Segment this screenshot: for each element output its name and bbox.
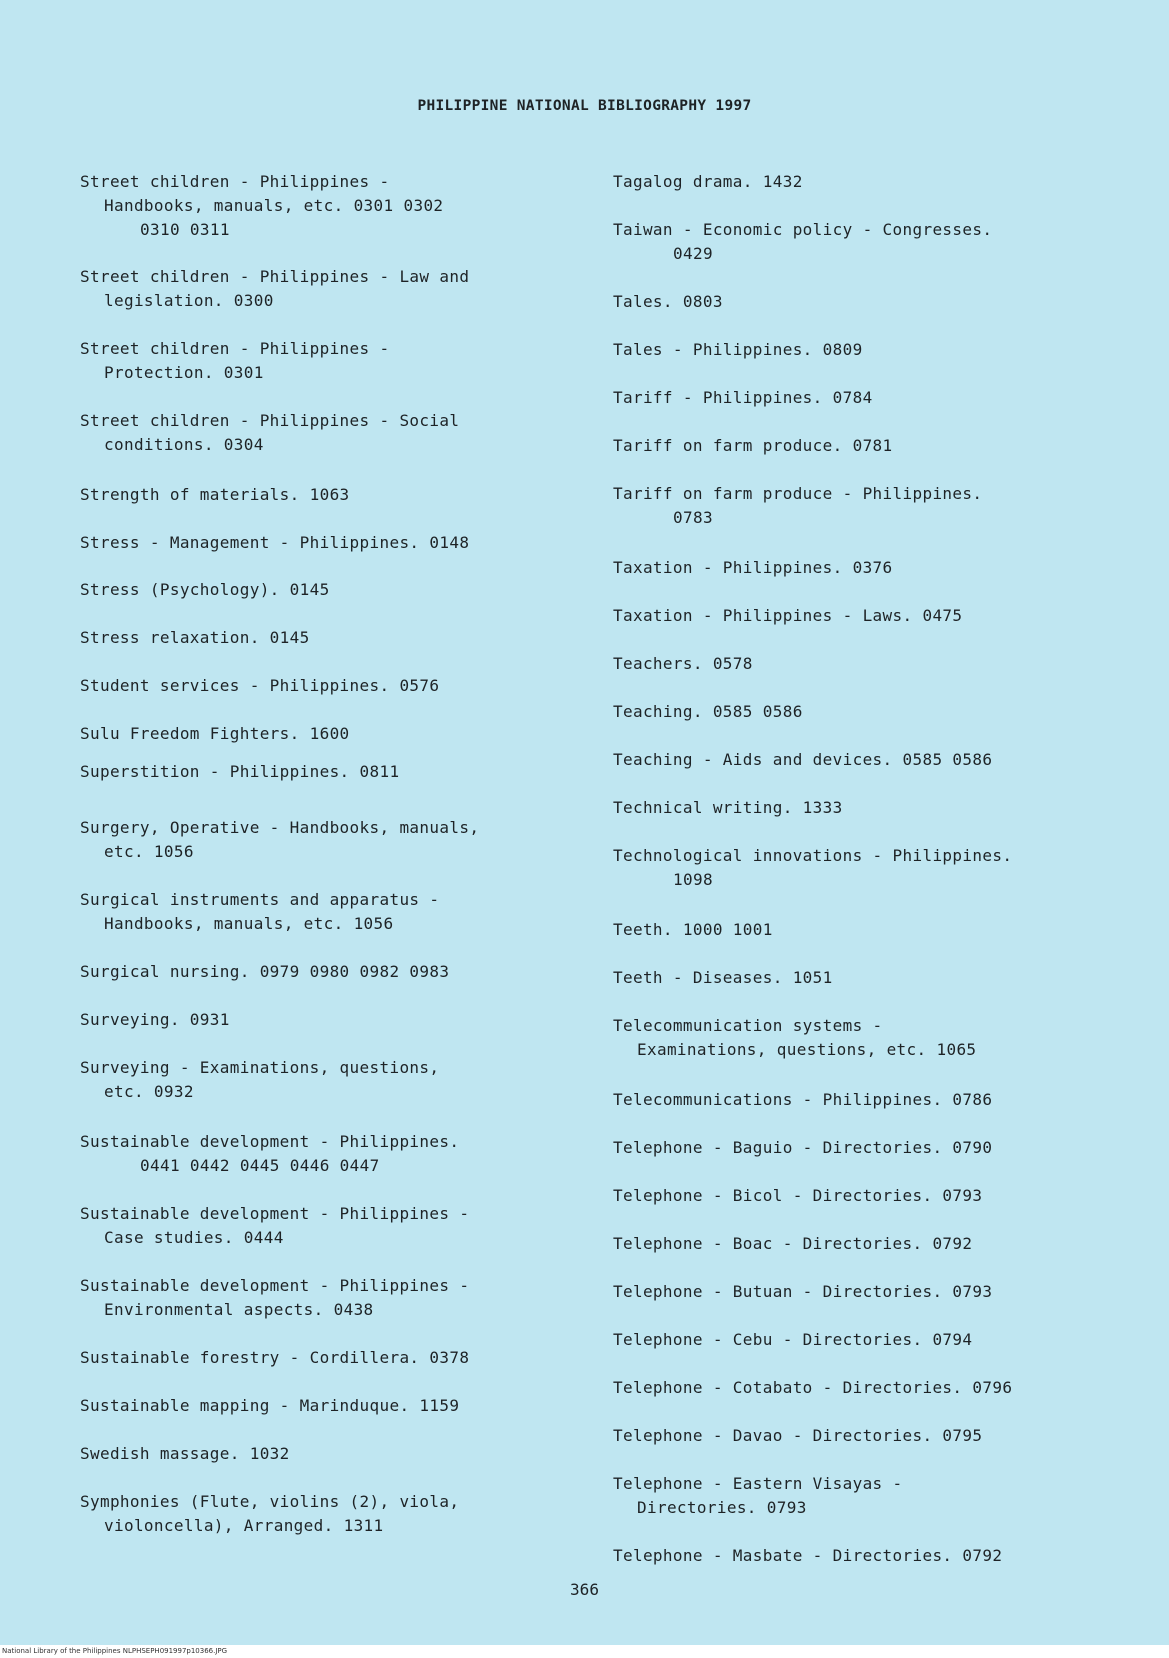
index-entry bbox=[613, 1376, 1012, 1400]
page-header: PHILIPPINE NATIONAL BIBLIOGRAPHY 1997 bbox=[417, 98, 752, 114]
index-entry bbox=[613, 604, 962, 628]
index-entry bbox=[613, 338, 863, 362]
index-entry bbox=[613, 482, 982, 530]
index-entry bbox=[80, 1394, 459, 1418]
index-entry bbox=[80, 1346, 469, 1370]
entry-line1: Taiwan - Economic policy - Congresses. bbox=[613, 220, 993, 239]
index-entry bbox=[613, 386, 873, 410]
index-entry bbox=[613, 700, 803, 724]
index-entry bbox=[613, 434, 893, 458]
index-entry bbox=[80, 409, 459, 457]
entry-line1: Street children - Philippines - Social bbox=[80, 411, 460, 430]
index-entry bbox=[613, 844, 1012, 892]
entry-line1: Teaching - Aids and devices. 0585 0586 bbox=[613, 750, 993, 769]
entry-line1: Telephone - Eastern Visayas - bbox=[613, 1474, 903, 1493]
index-entry bbox=[80, 760, 399, 784]
index-entry bbox=[80, 337, 389, 385]
index-entry bbox=[613, 170, 803, 194]
page-number: 366 bbox=[570, 1580, 599, 1599]
entry-line1: Telephone - Masbate - Directories. 0792 bbox=[613, 1546, 1003, 1565]
entry-line1: Street children - Philippines - Law and bbox=[80, 267, 470, 286]
entry-line1: Tagalog drama. 1432 bbox=[613, 172, 803, 191]
entry-line1: Telephone - Bicol - Directories. 0793 bbox=[613, 1186, 983, 1205]
scan-credit: National Library of the Philippines NLPHSEPH091997p10366.JPG bbox=[2, 1647, 228, 1655]
index-entry bbox=[613, 966, 833, 990]
index-entry bbox=[613, 1328, 972, 1352]
entry-line1: Tariff on farm produce - Philippines. bbox=[613, 484, 983, 503]
index-entry bbox=[80, 888, 439, 936]
entry-line2: Environmental aspects. 0438 bbox=[104, 1300, 374, 1319]
entry-line1: Telephone - Baguio - Directories. 0790 bbox=[613, 1138, 993, 1157]
index-entry bbox=[80, 722, 350, 746]
entry-line2: Directories. 0793 bbox=[637, 1498, 807, 1517]
index-entry bbox=[80, 265, 469, 313]
index-entry bbox=[80, 483, 350, 507]
entry-line2: Examinations, questions, etc. 1065 bbox=[637, 1040, 977, 1059]
index-entry bbox=[613, 556, 893, 580]
entry-line2: conditions. 0304 bbox=[104, 435, 264, 454]
index-entry bbox=[80, 816, 479, 864]
index-entry bbox=[613, 1424, 982, 1448]
entry-line1: Teaching. 0585 0586 bbox=[613, 702, 803, 721]
index-entry bbox=[80, 531, 469, 555]
index-entry bbox=[613, 1472, 903, 1520]
entry-line1: Teeth - Diseases. 1051 bbox=[613, 968, 833, 987]
entry-line3: 0441 0442 0445 0446 0447 bbox=[140, 1156, 380, 1175]
entry-line1: Stress relaxation. 0145 bbox=[80, 628, 310, 647]
index-entry bbox=[80, 170, 443, 242]
entry-line1: Symphonies (Flute, violins (2), viola, bbox=[80, 1492, 460, 1511]
index-entry bbox=[80, 1130, 459, 1178]
entry-line3: 0429 bbox=[673, 244, 713, 263]
entry-line1: Surgery, Operative - Handbooks, manuals, bbox=[80, 818, 480, 837]
entry-line1: Tales. 0803 bbox=[613, 292, 723, 311]
entry-line1: Telecommunication systems - bbox=[613, 1016, 883, 1035]
entry-line2: etc. 1056 bbox=[104, 842, 194, 861]
index-entry bbox=[613, 1544, 1002, 1568]
entry-line1: Telecommunications - Philippines. 0786 bbox=[613, 1090, 993, 1109]
entry-line1: Student services - Philippines. 0576 bbox=[80, 676, 440, 695]
index-entry bbox=[80, 626, 310, 650]
entry-line1: Swedish massage. 1032 bbox=[80, 1444, 290, 1463]
entry-line3: 1098 bbox=[673, 870, 713, 889]
index-entry bbox=[80, 1442, 290, 1466]
index-entry bbox=[80, 674, 439, 698]
entry-line2: etc. 0932 bbox=[104, 1082, 194, 1101]
entry-line1: Stress - Management - Philippines. 0148 bbox=[80, 533, 470, 552]
entry-line1: Surgical nursing. 0979 0980 0982 0983 bbox=[80, 962, 450, 981]
entry-line1: Strength of materials. 1063 bbox=[80, 485, 350, 504]
index-entry bbox=[80, 578, 330, 602]
entry-line1: Tales - Philippines. 0809 bbox=[613, 340, 863, 359]
entry-line1: Street children - Philippines - bbox=[80, 339, 390, 358]
entry-line1: Sustainable forestry - Cordillera. 0378 bbox=[80, 1348, 470, 1367]
index-entry bbox=[80, 960, 449, 984]
index-entry bbox=[613, 1088, 992, 1112]
entry-line1: Telephone - Cebu - Directories. 0794 bbox=[613, 1330, 973, 1349]
index-entry bbox=[80, 1202, 469, 1250]
entry-line2: Handbooks, manuals, etc. 1056 bbox=[104, 914, 394, 933]
index-entry bbox=[613, 290, 723, 314]
index-entry bbox=[613, 1232, 972, 1256]
entry-line1: Street children - Philippines - bbox=[80, 172, 390, 191]
entry-line1: Telephone - Cotabato - Directories. 0796 bbox=[613, 1378, 1013, 1397]
entry-line2: violoncella), Arranged. 1311 bbox=[104, 1516, 384, 1535]
index-entry bbox=[613, 918, 773, 942]
entry-line1: Surveying. 0931 bbox=[80, 1010, 230, 1029]
entry-line1: Telephone - Davao - Directories. 0795 bbox=[613, 1426, 983, 1445]
index-entry bbox=[613, 1184, 982, 1208]
index-entry bbox=[80, 1056, 439, 1104]
entry-line1: Tariff - Philippines. 0784 bbox=[613, 388, 873, 407]
index-entry bbox=[613, 218, 992, 266]
entry-line1: Teachers. 0578 bbox=[613, 654, 753, 673]
entry-line1: Taxation - Philippines. 0376 bbox=[613, 558, 893, 577]
entry-line1: Tariff on farm produce. 0781 bbox=[613, 436, 893, 455]
index-entry bbox=[80, 1274, 469, 1322]
entry-line2: Handbooks, manuals, etc. 0301 0302 bbox=[104, 196, 444, 215]
entry-line1: Stress (Psychology). 0145 bbox=[80, 580, 330, 599]
entry-line1: Superstition - Philippines. 0811 bbox=[80, 762, 400, 781]
entry-line1: Sustainable mapping - Marinduque. 1159 bbox=[80, 1396, 460, 1415]
entry-line1: Sustainable development - Philippines - bbox=[80, 1204, 470, 1223]
entry-line2: Case studies. 0444 bbox=[104, 1228, 284, 1247]
index-entry bbox=[613, 748, 992, 772]
index-entry bbox=[613, 796, 843, 820]
entry-line1: Sustainable development - Philippines. bbox=[80, 1132, 460, 1151]
entry-line1: Technical writing. 1333 bbox=[613, 798, 843, 817]
index-entry bbox=[613, 1280, 992, 1304]
entry-line2: legislation. 0300 bbox=[104, 291, 274, 310]
entry-line3: 0310 0311 bbox=[140, 220, 230, 239]
index-entry bbox=[613, 1136, 992, 1160]
entry-line3: 0783 bbox=[673, 508, 713, 527]
index-entry bbox=[80, 1490, 459, 1538]
entry-line1: Sulu Freedom Fighters. 1600 bbox=[80, 724, 350, 743]
entry-line1: Teeth. 1000 1001 bbox=[613, 920, 773, 939]
entry-line1: Technological innovations - Philippines. bbox=[613, 846, 1013, 865]
entry-line2: Protection. 0301 bbox=[104, 363, 264, 382]
entry-line1: Telephone - Boac - Directories. 0792 bbox=[613, 1234, 973, 1253]
entry-line1: Surgical instruments and apparatus - bbox=[80, 890, 440, 909]
index-entry bbox=[80, 1008, 230, 1032]
entry-line1: Taxation - Philippines - Laws. 0475 bbox=[613, 606, 963, 625]
index-entry bbox=[613, 652, 753, 676]
entry-line1: Telephone - Butuan - Directories. 0793 bbox=[613, 1282, 993, 1301]
entry-line1: Surveying - Examinations, questions, bbox=[80, 1058, 440, 1077]
index-entry bbox=[613, 1014, 976, 1062]
entry-line1: Sustainable development - Philippines - bbox=[80, 1276, 470, 1295]
